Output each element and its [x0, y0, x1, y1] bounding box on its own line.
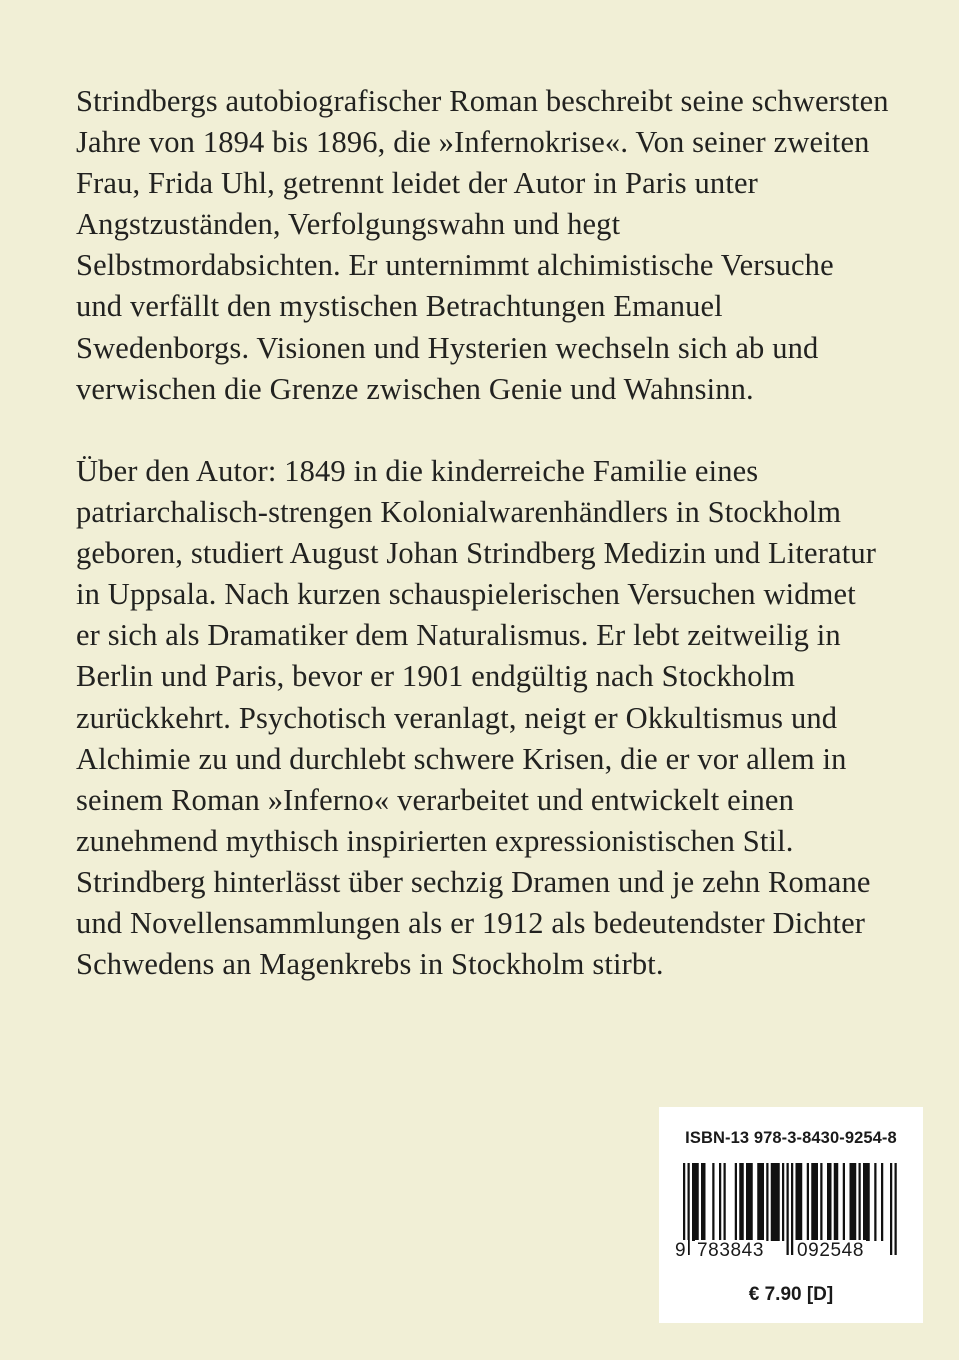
text-line: Strindberg hinterlässt über sechzig Dramen und je zehn Romane: [76, 864, 871, 899]
barcode-digits-right: 092548: [797, 1240, 865, 1261]
barcode-bar: [843, 1163, 845, 1241]
barcode-guard-bar: [791, 1163, 793, 1255]
barcode-bar: [820, 1163, 822, 1241]
text-line: Schwedens an Magenkrebs in Stockholm stirbt.: [76, 947, 664, 982]
barcode-bar: [863, 1163, 870, 1241]
barcode-bar: [811, 1163, 818, 1241]
text-line: seinem Roman »Inferno« verarbeitet und entwickelt einen: [76, 782, 794, 817]
isbn-barcode-box: [659, 1107, 923, 1323]
text-line: Angstzuständen, Verfolgungswahn und hegt: [76, 207, 621, 242]
text-line: geboren, studiert August Johan Strindberg Medizin und Literatur: [76, 536, 877, 571]
barcode-guard-bar: [890, 1163, 892, 1255]
barcode-bar: [746, 1163, 753, 1241]
barcode-bar: [719, 1163, 721, 1241]
text-line: verwischen die Grenze zwischen Genie und Wahnsinn.: [76, 371, 754, 406]
barcode-bar: [859, 1163, 861, 1241]
text-line: Alchimie zu und durchlebt schwere Krisen, die er vor allem in: [76, 741, 847, 776]
barcode-bar: [827, 1163, 832, 1241]
barcode-bar: [874, 1163, 876, 1241]
price-label: € 7.90 [D]: [748, 1284, 834, 1305]
text-line: Über den Autor: 1849 in die kinderreiche Familie eines: [76, 454, 759, 488]
blurb-paragraph-book: [76, 81, 889, 410]
text-line: Selbstmordabsichten. Er unternimmt alchimistische Versuche: [76, 248, 834, 283]
text-line: Frau, Frida Uhl, getrennt leidet der Autor in Paris unter: [76, 166, 758, 201]
barcode-bar: [739, 1163, 744, 1241]
barcode-bar: [757, 1163, 764, 1241]
text-line: zunehmend mythisch inspirierten expressionistischen Stil.: [76, 823, 794, 858]
barcode-digits-left: 783843: [697, 1240, 765, 1261]
text-line: Berlin und Paris, bevor er 1901 endgültig nach Stockholm: [76, 659, 796, 694]
barcode-bar: [712, 1163, 714, 1241]
barcode-bar: [834, 1163, 839, 1241]
text-line: er sich als Dramatiker dem Naturalismus. Er lebt zeitweilig in: [76, 618, 841, 653]
barcode-bar: [735, 1163, 737, 1241]
barcode-bar: [771, 1163, 780, 1241]
text-line: und Novellensammlungen als er 1912 als bedeutendster Dichter: [76, 906, 866, 941]
barcode-bar: [692, 1163, 699, 1241]
barcode-guard-bar: [895, 1163, 897, 1255]
barcode-bar: [724, 1163, 726, 1241]
text-line: patriarchalisch-strengen Kolonialwarenhändlers in Stockholm: [76, 495, 842, 530]
barcode-bar: [701, 1163, 706, 1241]
blurb-paragraph-author: [76, 451, 877, 985]
barcode-bar: [796, 1163, 803, 1241]
text-line: Jahre von 1894 bis 1896, die »Infernokrise«. Von seiner zweiten: [76, 125, 870, 160]
barcode-bar: [782, 1163, 784, 1241]
barcode-bar: [807, 1163, 809, 1241]
text-line: in Uppsala. Nach kurzen schauspielerischen Versuchen widmet: [76, 577, 856, 612]
barcode-bar: [881, 1163, 883, 1241]
text-line: Strindbergs autobiografischer Roman beschreibt seine schwersten: [76, 84, 889, 118]
isbn-label: ISBN-13 978-3-8430-9254-8: [685, 1129, 897, 1147]
barcode-bar: [850, 1163, 857, 1241]
text-line: zurückkehrt. Psychotisch veranlagt, neigt er Okkultismus und: [76, 700, 838, 735]
barcode-bar: [766, 1163, 768, 1241]
barcode-digit-first: 9: [675, 1240, 687, 1261]
text-line: Swedenborgs. Visionen und Hysterien wechseln sich ab und: [76, 330, 819, 365]
text-line: und verfällt den mystischen Betrachtungen Emanuel: [76, 289, 723, 324]
barcode-guard-bar: [787, 1163, 789, 1255]
